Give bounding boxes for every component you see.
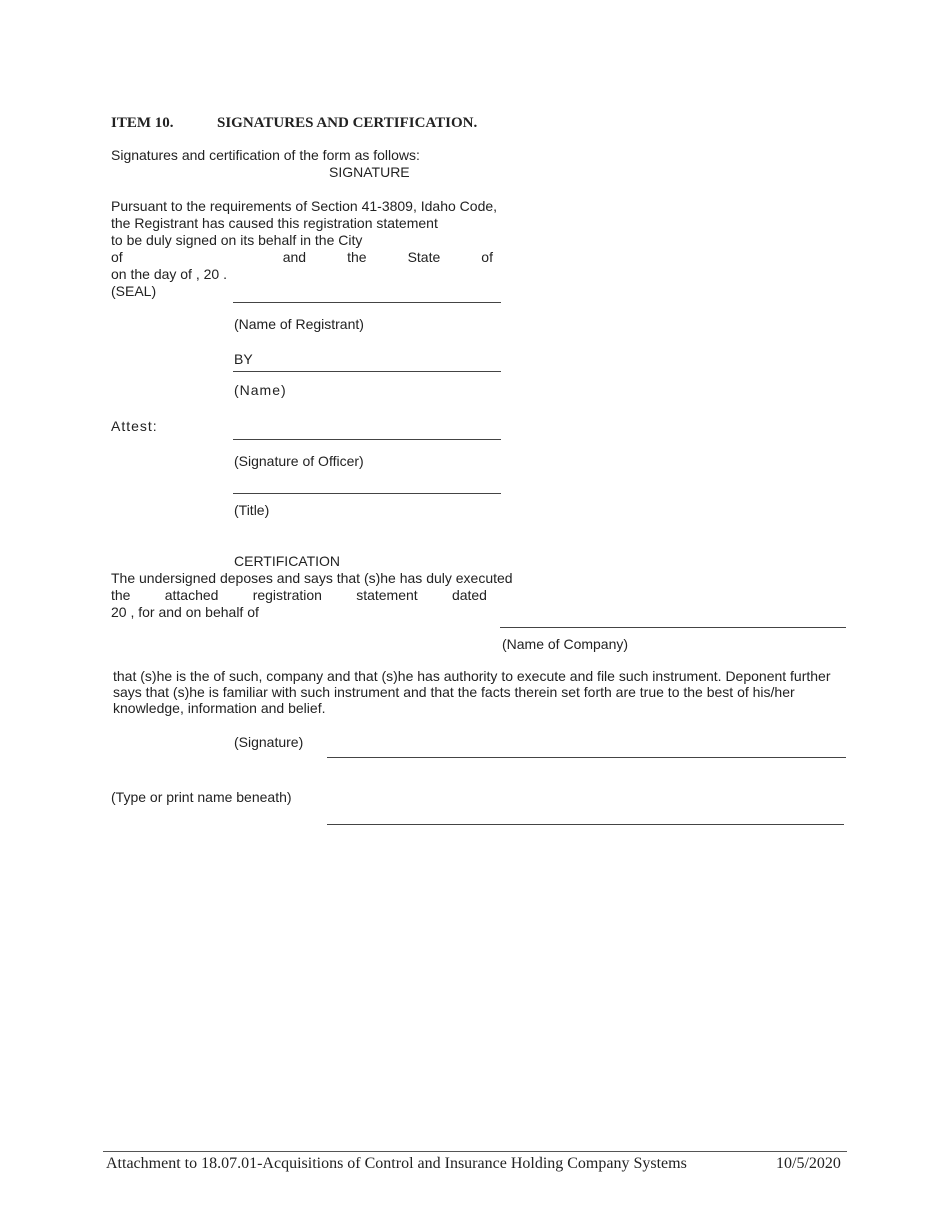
city-word-state: State: [407, 249, 441, 265]
attest-label: Attest:: [111, 418, 158, 434]
footer-date: 10/5/2020: [776, 1155, 841, 1172]
name-of-registrant-label: (Name of Registrant): [234, 316, 364, 332]
cert-word-attached: attached: [164, 587, 219, 603]
city-word-of-2: of: [481, 249, 493, 265]
certification-line-1: The undersigned deposes and says that (s)he has duly executed: [111, 570, 513, 586]
cert-word-statement: statement: [356, 587, 418, 603]
city-word-and: and: [282, 249, 307, 265]
signature-text-line-3: to be duly signed on its behalf in the City: [111, 232, 363, 248]
signature-text-line-2: the Registrant has caused this registration statement: [111, 215, 438, 231]
name-label: (Name): [234, 382, 287, 398]
city-state-line: [111, 249, 493, 266]
registrant-signature-line[interactable]: [233, 302, 501, 303]
footer-rule: [103, 1151, 847, 1152]
title-label: (Title): [234, 502, 270, 518]
city-word-the: the: [347, 249, 367, 265]
cert-word-registration: registration: [252, 587, 322, 603]
signature-label: (Signature): [234, 734, 304, 750]
company-name-line[interactable]: [500, 627, 846, 628]
by-signature-line[interactable]: [233, 371, 501, 372]
section-title: SIGNATURES AND CERTIFICATION.: [217, 115, 478, 131]
seal-label: (SEAL): [111, 283, 157, 299]
footer-text: Attachment to 18.07.01-Acquisitions of Control and Insurance Holding Company Systems: [106, 1155, 687, 1172]
certification-line-2: [111, 587, 487, 604]
signature-line[interactable]: [327, 757, 846, 758]
certification-title: CERTIFICATION: [234, 553, 341, 569]
intro-text: Signatures and certification of the form as follows:: [111, 147, 420, 163]
city-word-of: of: [111, 249, 123, 265]
title-line[interactable]: [233, 493, 501, 494]
certification-paragraph: that (s)he is the of such, company and that (s)he has authority to execute and file such instrument. Deponent further says that (s)he is familiar with such instrument and that the facts therein set forth are true to the best of his/her knowledge, information and belief.: [113, 668, 831, 716]
officer-signature-line[interactable]: [233, 439, 501, 440]
cert-word-dated: dated: [451, 587, 487, 603]
cert-word-the: the: [111, 587, 131, 603]
signature-of-officer-label: (Signature of Officer): [234, 453, 364, 469]
signature-title: SIGNATURE: [329, 164, 410, 180]
print-name-label: (Type or print name beneath): [111, 789, 292, 805]
certification-line-3: 20 , for and on behalf of: [111, 604, 259, 620]
day-line: on the day of , 20 .: [111, 266, 227, 282]
item-number: ITEM 10.: [111, 115, 174, 131]
name-of-company-label: (Name of Company): [502, 636, 629, 652]
by-label: BY: [234, 351, 253, 367]
print-name-line[interactable]: [327, 824, 844, 825]
signature-text-line-1: Pursuant to the requirements of Section 41-3809, Idaho Code,: [111, 198, 498, 214]
